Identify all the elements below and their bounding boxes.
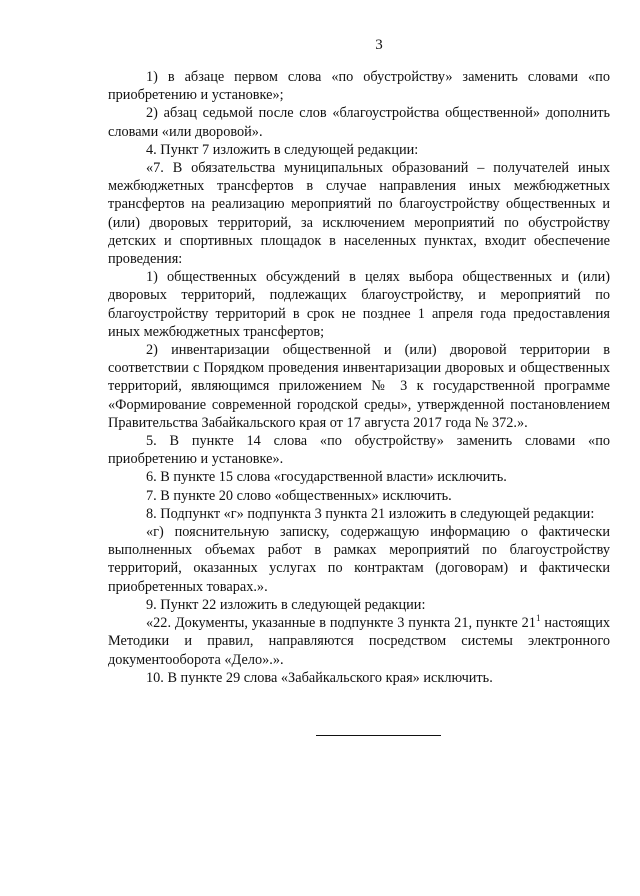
paragraph-3: 4. Пункт 7 изложить в следующей редакции: [146, 141, 419, 158]
paragraph-5: 1) общественных обсуждений в целях выбора общественных и (или) дворовых территорий, подлежащих благоустройству, и мероприятий по благоустройству территорий в срок не позднее 1 апреля года предоставления иных межбюджетных трансфертов; [108, 269, 610, 340]
paragraph-13-text-end: настоящих Методики и правил, направляются посредством системы электронного документооборота «Дело».». [108, 615, 610, 668]
page-number: 3 [375, 37, 383, 53]
document-body [108, 68, 610, 687]
closing-line [316, 735, 441, 736]
paragraph-9: 7. В пункте 20 слово «общественных» исключить. [146, 487, 452, 504]
paragraph-12: 9. Пункт 22 изложить в следующей редакции: [146, 596, 426, 613]
paragraph-13 [108, 614, 610, 669]
paragraph-7: 5. В пункте 14 слова «по обустройству» заменить словами «по приобретению и установке». [108, 433, 610, 468]
paragraph-6: 2) инвентаризации общественной и (или) дворовой территории в соответствии с Порядком проведения инвентаризации дворовых и общественных территорий, являющимся приложением № 3 к государственной программе «Формирование современной городской среды», утвержденной постановлением Правительства Забайкальского края от 17 августа 2017 года № 372.». [108, 342, 610, 431]
paragraph-2: 2) абзац седьмой после слов «благоустройства общественной» дополнить словами «или дворовой». [108, 105, 610, 140]
paragraph-11: «г) пояснительную записку, содержащую информацию о фактически выполненных объемах работ в рамках мероприятий по благоустройству территорий, оказанных услугах по контрактам (договорам) и фактически приобретенных товарах.». [108, 524, 610, 595]
paragraph-4: «7. В обязательства муниципальных образований – получателей иных межбюджетных трансфертов в случае направления иных межбюджетных трансфертов на реализацию мероприятий по благоустройству общественных и (или) дворовых территорий, за исключением мероприятий по обустройству детских и спортивных площадок в населенных пунктах, входит обеспечение проведения: [108, 160, 610, 268]
superscript: 1 [535, 613, 541, 624]
paragraph-14: 10. В пункте 29 слова «Забайкальского края» исключить. [146, 669, 493, 686]
paragraph-10: 8. Подпункт «г» подпункта 3 пункта 21 изложить в следующей редакции: [146, 505, 595, 522]
paragraph-1: 1) в абзаце первом слова «по обустройству» заменить словами «по приобретению и установке»; [108, 69, 610, 104]
paragraph-13-text: «22. Документы, указанные в подпункте 3 пункта 21, пункте 21 [146, 615, 536, 632]
paragraph-8: 6. В пункте 15 слова «государственной власти» исключить. [146, 469, 507, 486]
